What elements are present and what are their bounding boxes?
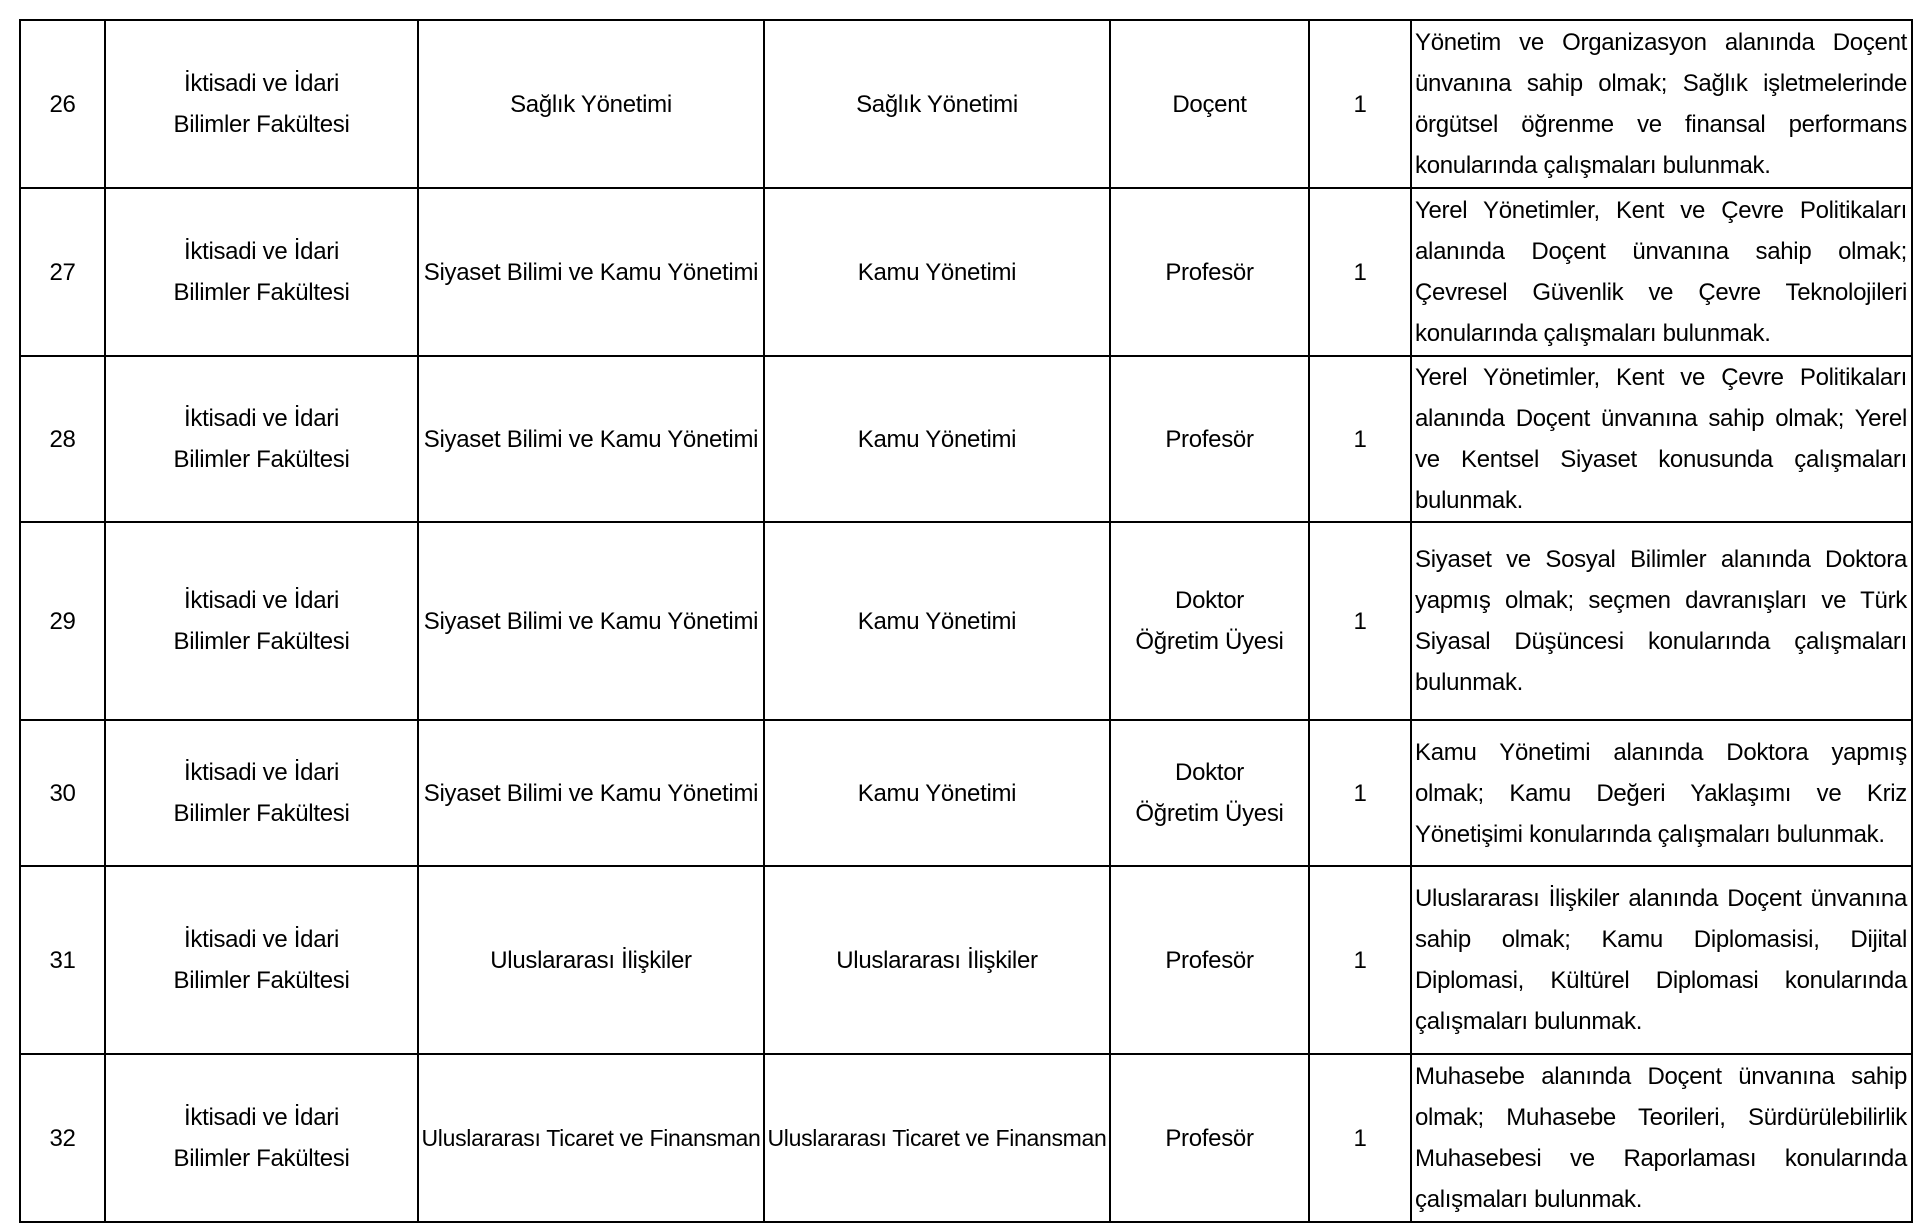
faculty-cell [105,1054,418,1222]
requirements-cell: Kamu Yönetimi alanında Doktora yapmış olmak; Kamu Değeri Yaklaşımı ve Kriz Yönetişimi konularında çalışmaları bulunmak. [1411,720,1912,866]
faculty-text: İktisadi ve İdari Bilimler Fakültesi [173,759,350,827]
program-cell: Kamu Yönetimi [764,356,1110,522]
table-body [20,20,1912,1222]
title-cell [1110,720,1309,866]
row-number: 32 [20,1054,105,1222]
row-number: 31 [20,866,105,1054]
faculty-text: İktisadi ve İdari Bilimler Fakültesi [173,926,350,994]
faculty-text: İktisadi ve İdari Bilimler Fakültesi [173,405,350,473]
title-cell: Doçent [1110,20,1309,188]
faculty-cell [105,20,418,188]
count-cell: 1 [1309,356,1411,522]
faculty-text: İktisadi ve İdari Bilimler Fakültesi [173,238,350,306]
title-text: Doktor Öğretim Üyesi [1135,759,1284,827]
positions-table [19,19,1913,1223]
program-cell: Sağlık Yönetimi [764,20,1110,188]
count-cell: 1 [1309,522,1411,720]
faculty-text: İktisadi ve İdari Bilimler Fakültesi [173,587,350,655]
count-cell: 1 [1309,866,1411,1054]
table-row [20,522,1912,720]
count-cell: 1 [1309,720,1411,866]
requirements-cell: Yerel Yönetimler, Kent ve Çevre Politikaları alanında Doçent ünvanına sahip olmak; Yerel ve Kentsel Siyaset konusunda çalışmaları bulunmak. [1411,356,1912,522]
requirements-cell: Yerel Yönetimler, Kent ve Çevre Politikaları alanında Doçent ünvanına sahip olmak; Çevresel Güvenlik ve Çevre Teknolojileri konularında çalışmaları bulunmak. [1411,188,1912,356]
department-cell: Siyaset Bilimi ve Kamu Yönetimi [418,720,764,866]
row-number: 26 [20,20,105,188]
faculty-cell [105,188,418,356]
title-cell: Profesör [1110,1054,1309,1222]
row-number: 30 [20,720,105,866]
title-cell: Profesör [1110,188,1309,356]
title-cell: Profesör [1110,356,1309,522]
row-number: 29 [20,522,105,720]
title-cell: Profesör [1110,866,1309,1054]
faculty-cell [105,356,418,522]
program-cell: Kamu Yönetimi [764,522,1110,720]
row-number: 27 [20,188,105,356]
title-cell [1110,522,1309,720]
department-cell: Uluslararası Ticaret ve Finansman [418,1054,764,1222]
department-cell: Siyaset Bilimi ve Kamu Yönetimi [418,522,764,720]
faculty-cell [105,522,418,720]
faculty-text: İktisadi ve İdari Bilimler Fakültesi [173,1104,350,1172]
requirements-cell: Siyaset ve Sosyal Bilimler alanında Doktora yapmış olmak; seçmen davranışları ve Türk Siyasal Düşüncesi konularında çalışmaları bulunmak. [1411,522,1912,720]
requirements-cell: Uluslararası İlişkiler alanında Doçent ünvanına sahip olmak; Kamu Diplomasisi, Dijital Diplomasi, Kültürel Diplomasi konularında çalışmaları bulunmak. [1411,866,1912,1054]
table-row [20,20,1912,188]
count-cell: 1 [1309,188,1411,356]
title-text: Doktor Öğretim Üyesi [1135,587,1284,655]
requirements-cell: Yönetim ve Organizasyon alanında Doçent ünvanına sahip olmak; Sağlık işletmelerinde örgütsel öğrenme ve finansal performans konularında çalışmaları bulunmak. [1411,20,1912,188]
department-cell: Sağlık Yönetimi [418,20,764,188]
requirements-cell: Muhasebe alanında Doçent ünvanına sahip olmak; Muhasebe Teorileri, Sürdürülebilirlik Muhasebesi ve Raporlaması konularında çalışmaları bulunmak. [1411,1054,1912,1222]
faculty-cell [105,720,418,866]
program-cell: Uluslararası Ticaret ve Finansman [764,1054,1110,1222]
count-cell: 1 [1309,20,1411,188]
program-cell: Kamu Yönetimi [764,720,1110,866]
table-row [20,1054,1912,1222]
program-cell: Kamu Yönetimi [764,188,1110,356]
faculty-text: İktisadi ve İdari Bilimler Fakültesi [173,70,350,138]
program-cell: Uluslararası İlişkiler [764,866,1110,1054]
department-cell: Uluslararası İlişkiler [418,866,764,1054]
row-number: 28 [20,356,105,522]
department-cell: Siyaset Bilimi ve Kamu Yönetimi [418,188,764,356]
table-row [20,866,1912,1054]
table-row [20,356,1912,522]
department-cell: Siyaset Bilimi ve Kamu Yönetimi [418,356,764,522]
table-row [20,188,1912,356]
count-cell: 1 [1309,1054,1411,1222]
faculty-cell [105,866,418,1054]
table-row [20,720,1912,866]
